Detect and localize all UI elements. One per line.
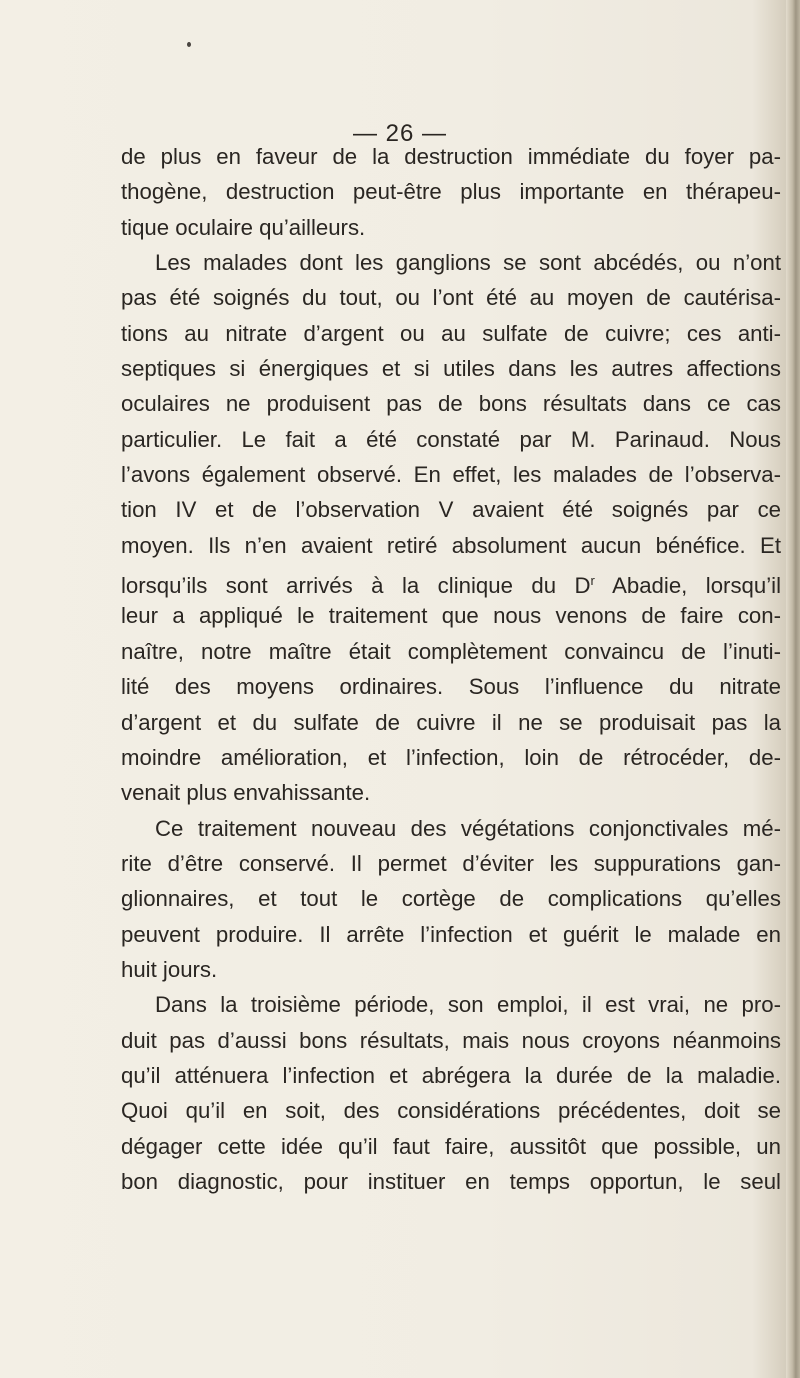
text-line: lité des moyens ordinaires. Sous l’influence du nitrate [121,674,781,700]
text-line: peuvent produire. Il arrête l’infection et guérit le malade en [121,921,781,947]
superscript: r [590,573,595,589]
text-line: naître, notre maître était complètement convaincu de l’inuti- [121,638,781,664]
paragraph-start-line: Ce traitement nouveau des végétations conjonctivales mé- [155,815,781,841]
text-line: pas été soignés du tout, ou l’ont été au moyen de cautérisa- [121,285,781,311]
paragraph-start-line: Dans la troisième période, son emploi, il est vrai, ne pro- [155,992,781,1018]
text-line: lorsqu’ils sont arrivés à la clinique du $D^r$ Abadie, lorsqu’il [121,573,781,599]
page-number: — 26 — [352,120,448,147]
text-line: duit pas d’aussi bons résultats, mais nous croyons néanmoins [121,1027,781,1053]
text-line: qu’il atténuera l’infection et abrégera la durée de la maladie. [121,1062,781,1088]
text-line: leur a appliqué le traitement que nous venons de faire con- [121,603,781,629]
page-edge-shadow [786,0,800,1378]
text-line: tion IV et de l’observation V avaient été soignés par ce [121,497,781,523]
text-line: oculaires ne produisent pas de bons résultats dans ce cas [121,391,781,417]
text-line: rite d’être conservé. Il permet d’éviter les suppurations gan- [121,850,781,876]
text-line: moindre amélioration, et l’infection, loin de rétrocéder, de- [121,744,781,770]
text-line: tions au nitrate d’argent ou au sulfate de cuivre; ces anti- [121,320,781,346]
text-line: de plus en faveur de la destruction immédiate du foyer pa- [121,144,781,169]
text-line: l’avons également observé. En effet, les malades de l’observa- [121,462,781,488]
text-line: dégager cette idée qu’il faut faire, aussitôt que possible, un [121,1133,781,1159]
ink-speck [187,42,191,47]
text-line: glionnaires, et tout le cortège de complications qu’elles [121,886,781,912]
body-text [121,139,781,1199]
text-line: bon diagnostic, pour instituer en temps opportun, le seul [121,1168,781,1194]
text-line: d’argent et du sulfate de cuivre il ne se produisait pas la [121,709,781,735]
text-line: septiques si énergiques et si utiles dans les autres affections [121,356,781,382]
text-line: Quoi qu’il en soit, des considérations précédentes, doit se [121,1098,781,1124]
text-line: thogène, destruction peut-être plus importante en thérapeu- [121,179,781,205]
text-line: moyen. Ils n’en avaient retiré absolument aucun bénéfice. Et [121,532,781,558]
paragraph-start-line: Les malades dont les ganglions se sont abcédés, ou n’ont [155,250,781,276]
paragraph-end-line: tique oculaire qu’ailleurs. [121,214,366,240]
paragraph-end-line: venait plus envahissante. [121,780,371,806]
paragraph-end-line: huit jours. [121,956,218,982]
text-line: particulier. Le fait a été constaté par M. Parinaud. Nous [121,426,781,452]
